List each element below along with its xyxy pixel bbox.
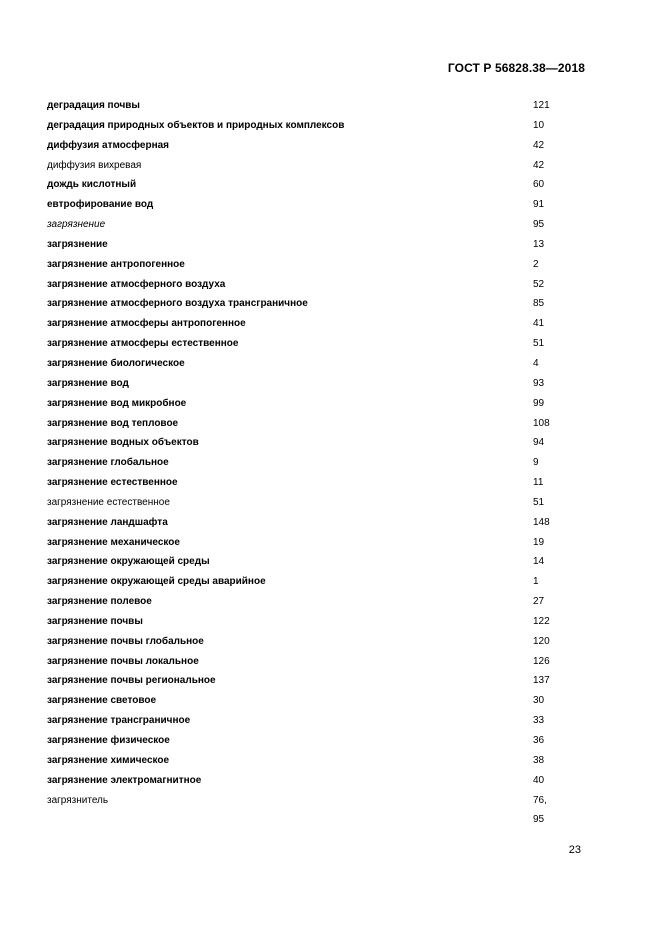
index-page-reference: 91 xyxy=(533,199,545,211)
index-page-reference: 95 xyxy=(533,219,545,231)
index-page-reference: 2 xyxy=(533,258,539,270)
index-page-reference: 60 xyxy=(533,179,545,191)
index-term: загрязнение биологическое xyxy=(47,357,185,369)
index-page-reference: 11 xyxy=(533,477,544,489)
index-term: загрязнение почвы xyxy=(47,615,143,627)
index-term: загрязнение окружающей среды аварийное xyxy=(47,576,266,588)
index-page-reference: 42 xyxy=(533,159,545,171)
index-term: дождь кислотный xyxy=(47,179,137,191)
index-entry xyxy=(47,791,587,811)
index-page-reference: 85 xyxy=(533,298,545,310)
index-page-reference: 121 xyxy=(533,100,550,111)
index-term: деградация природных объектов и природных комплексов xyxy=(47,119,345,131)
index-entry xyxy=(47,493,587,513)
index-term: загрязнение физическое xyxy=(47,735,170,746)
index-entry xyxy=(47,810,587,830)
index-term: загрязнитель xyxy=(47,794,109,806)
index-term: загрязнение атмосферного воздуха xyxy=(47,278,226,290)
index-page-reference: 52 xyxy=(533,278,545,290)
index-entry xyxy=(47,314,587,334)
document-header: ГОСТ Р 56828.38—2018 xyxy=(447,61,585,75)
index-entry xyxy=(47,691,587,711)
index-entry xyxy=(47,195,587,215)
index-page-reference: 19 xyxy=(533,536,545,548)
index-term: диффузия атмосферная xyxy=(47,139,170,151)
index-term: загрязнение вод тепловое xyxy=(47,417,179,429)
index-entry xyxy=(47,294,587,314)
index-term: загрязнение атмосферы естественное xyxy=(47,338,239,350)
index-entry xyxy=(47,354,587,374)
index-page-reference: 38 xyxy=(533,754,545,766)
index-page-reference: 41 xyxy=(533,318,545,330)
index-term: диффузия вихревая xyxy=(47,159,142,171)
index-page-reference: 99 xyxy=(533,397,545,409)
index-term: загрязнение почвы локальное xyxy=(47,655,199,667)
index-entry xyxy=(47,731,587,751)
alphabetical-index xyxy=(47,96,587,830)
index-page-reference: 4 xyxy=(533,357,539,369)
index-page-reference: 51 xyxy=(533,338,545,350)
index-page-reference: 148 xyxy=(533,516,550,528)
index-term: загрязнение полевое xyxy=(47,596,152,608)
index-entry xyxy=(47,414,587,434)
index-entry xyxy=(47,552,587,572)
index-page-reference: 42 xyxy=(533,139,545,151)
index-page-reference: 51 xyxy=(533,496,545,508)
index-term: загрязнение окружающей среды xyxy=(47,556,210,568)
index-entry xyxy=(47,275,587,295)
index-term: загрязнение глобальное xyxy=(47,457,169,469)
index-term: загрязнение вод микробное xyxy=(47,397,187,409)
index-page-reference: 14 xyxy=(533,556,545,568)
index-term: загрязнение водных объектов xyxy=(47,437,199,449)
index-entry xyxy=(47,235,587,255)
index-entry xyxy=(47,96,587,116)
index-term: загрязнение механическое xyxy=(47,536,180,548)
index-term: загрязнение химическое xyxy=(47,754,170,766)
index-entry xyxy=(47,771,587,791)
index-entry xyxy=(47,612,587,632)
index-page-reference: 120 xyxy=(533,635,550,647)
index-page-reference: 1 xyxy=(533,576,539,588)
index-page-reference: 137 xyxy=(533,675,550,687)
index-entry xyxy=(47,453,587,473)
index-entry xyxy=(47,433,587,453)
index-entry xyxy=(47,572,587,592)
index-term: загрязнение почвы региональное xyxy=(47,675,216,687)
index-entry xyxy=(47,116,587,136)
index-page-reference: 13 xyxy=(533,238,545,250)
index-page-reference: 36 xyxy=(533,735,545,746)
index-term: загрязнение атмосферы антропогенное xyxy=(47,318,246,330)
index-entry xyxy=(47,513,587,533)
index-term: загрязнение трансграничное xyxy=(47,715,191,727)
index-term: загрязнение естественное xyxy=(47,477,178,489)
index-page-reference: 9 xyxy=(533,457,539,469)
index-page-reference: 94 xyxy=(533,437,545,449)
index-page-reference: 108 xyxy=(533,417,550,429)
index-page-reference: 27 xyxy=(533,596,545,608)
index-term: загрязнение xyxy=(47,238,108,250)
index-entry xyxy=(47,711,587,731)
index-term: загрязнение световое xyxy=(47,695,157,707)
index-term: деградация почвы xyxy=(47,100,140,111)
index-term: загрязнение почвы глобальное xyxy=(47,635,204,647)
index-entry xyxy=(47,255,587,275)
index-term: загрязнение ландшафта xyxy=(47,516,168,528)
index-entry xyxy=(47,632,587,652)
index-entry xyxy=(47,215,587,235)
index-page-reference: 126 xyxy=(533,655,550,667)
index-term: загрязнение вод xyxy=(47,377,129,389)
index-page-reference: 122 xyxy=(533,615,550,627)
index-page-reference: 95 xyxy=(533,814,545,826)
index-entry xyxy=(47,652,587,672)
index-term: евтрофирование вод xyxy=(47,199,154,211)
index-entry xyxy=(47,394,587,414)
index-entry xyxy=(47,751,587,771)
index-term: загрязнение электромагнитное xyxy=(47,774,202,786)
index-entry xyxy=(47,671,587,691)
index-page-reference: 76, xyxy=(533,794,547,806)
index-entry xyxy=(47,473,587,493)
index-entry xyxy=(47,374,587,394)
index-term: загрязнение xyxy=(47,219,106,231)
index-page-reference: 40 xyxy=(533,774,545,786)
index-term: загрязнение атмосферного воздуха трансграничное xyxy=(47,298,308,310)
index-entry xyxy=(47,136,587,156)
index-page-reference: 33 xyxy=(533,715,545,727)
page-number: 23 xyxy=(568,844,581,856)
index-entry xyxy=(47,175,587,195)
index-entry xyxy=(47,156,587,176)
index-term: загрязнение естественное xyxy=(47,496,170,508)
index-page-reference: 10 xyxy=(533,119,545,131)
index-term: загрязнение антропогенное xyxy=(47,258,185,270)
index-entry xyxy=(47,334,587,354)
index-entry xyxy=(47,533,587,553)
index-entry xyxy=(47,592,587,612)
index-page-reference: 30 xyxy=(533,695,545,707)
index-page-reference: 93 xyxy=(533,377,545,389)
